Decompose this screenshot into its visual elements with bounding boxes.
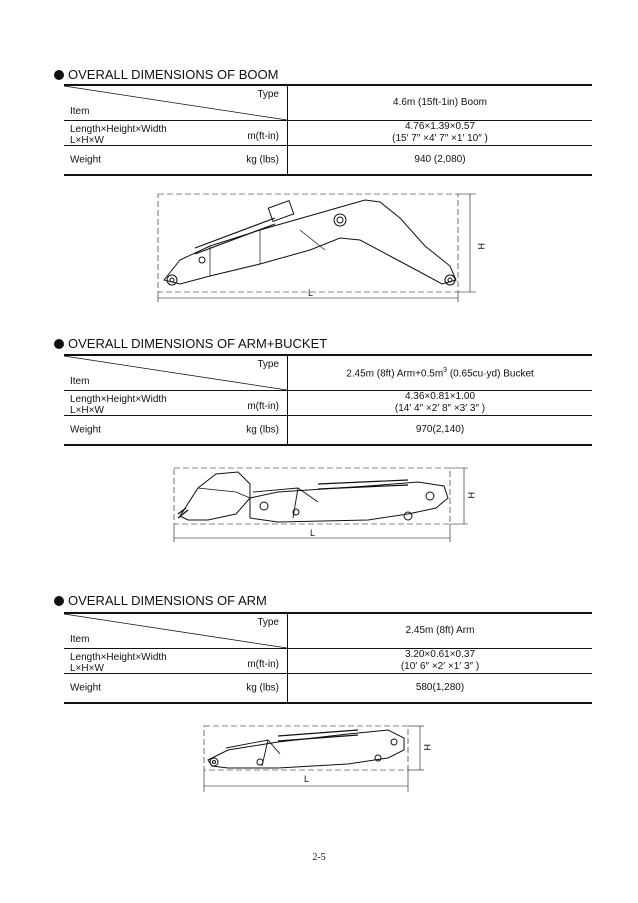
boom-foot-pin-center [170, 278, 174, 282]
weight-label-cell [64, 416, 288, 446]
dimension-label-short: L×H×W [70, 135, 104, 146]
header-cell [64, 85, 288, 121]
boom-bracket [268, 201, 293, 222]
dimension-value-imperial: (10′ 6″ ×2′ ×1′ 3″ ) [400, 661, 480, 672]
arm-foot-pin [375, 755, 381, 761]
dimension-label-long: Length×Height×Width [70, 652, 167, 663]
dimension-value-cell [288, 391, 593, 416]
dimension-value-cell [288, 121, 593, 146]
boom-title-text: OVERALL DIMENSIONS OF BOOM [68, 67, 279, 82]
weight-label: Weight [70, 424, 101, 436]
h-label: H [466, 492, 476, 499]
weight-unit: kg (lbs) [246, 682, 279, 694]
dimension-label-short: L×H×W [70, 405, 104, 416]
weight-value: 580(1,280) [415, 682, 465, 693]
type-label: Type [257, 359, 279, 370]
arm-end-pin [210, 758, 218, 766]
arm-linkage [226, 740, 280, 766]
boom-outline-box [158, 194, 458, 292]
type-value-rest: (0.65cu·yd) Bucket [447, 368, 534, 380]
dimension-label-cell [64, 121, 288, 146]
arm-spec-table [64, 612, 592, 704]
item-label: Item [70, 106, 90, 117]
arm-drawing [198, 720, 438, 796]
arm-outline-box [204, 726, 408, 770]
header-cell [64, 355, 288, 391]
bucket-pin [260, 502, 268, 510]
h-label: H [422, 744, 432, 751]
type-value: 2.45m (8ft) Arm [405, 625, 475, 636]
boom-cylinder [195, 218, 275, 254]
weight-label: Weight [70, 154, 101, 166]
bucket-inner-line [198, 488, 250, 498]
dimension-label-long: Length×Height×Width [70, 394, 167, 405]
l-label: L [308, 288, 314, 298]
boom-foot-pin [167, 275, 177, 285]
arm-section-title [54, 593, 267, 608]
h-label: H [476, 243, 486, 250]
dimension-value-imperial: (14′ 4″ ×2′ 8″ ×3′ 3″ ) [394, 403, 486, 414]
dimension-unit: m(ft-in) [247, 131, 279, 142]
boom-section-title [54, 67, 278, 82]
type-value: 4.6m (15ft-1in) Boom [393, 97, 487, 108]
type-label: Type [257, 617, 279, 628]
bucket-cylinder [318, 480, 408, 489]
l-label: L [310, 528, 316, 538]
arm-cylinder [278, 730, 358, 741]
weight-value: 970(2,140) [415, 424, 465, 435]
header-cell [64, 613, 288, 649]
dimension-value-cell [288, 649, 593, 674]
dimension-label-long: Length×Height×Width [70, 124, 167, 135]
arm-top-pin [391, 739, 397, 745]
arm-bucket-drawing [168, 462, 478, 546]
bullet-icon [54, 339, 64, 349]
arm-pin [426, 492, 434, 500]
bucket-body [180, 472, 250, 520]
diagonal-line [64, 86, 287, 120]
boom-panel-lines [210, 230, 325, 276]
boom-center-pin-center [337, 217, 343, 223]
type-label: Type [257, 89, 279, 100]
arm-end-pin-center [213, 761, 216, 764]
dimension-label-cell [64, 649, 288, 674]
bucket-teeth [178, 508, 188, 518]
boom-body [164, 200, 456, 284]
bullet-icon [54, 596, 64, 606]
bucket-linkage [253, 488, 318, 518]
link-pin [257, 759, 263, 765]
diagonal-line [64, 356, 287, 390]
type-value-main: 2.45m (8ft) Arm+0.5m [346, 368, 444, 380]
arm-foot-pin [404, 512, 412, 520]
boom-center-pin [334, 214, 346, 226]
weight-value: 940 (2,080) [414, 154, 466, 165]
arm-title-text: OVERALL DIMENSIONS OF ARM [68, 593, 267, 608]
bullet-icon [54, 70, 64, 80]
boom-spec-table [64, 84, 592, 176]
l-label: L [304, 774, 310, 784]
boom-small-pin [199, 257, 205, 263]
dimension-value-metric: 4.36×0.81×1.00 [404, 391, 476, 402]
arm-bucket-outline-box [174, 468, 450, 524]
arm-bucket-title-text: OVERALL DIMENSIONS OF ARM+BUCKET [68, 336, 328, 351]
type-value-superscript: 3 [443, 367, 448, 375]
arm-bucket-spec-table [64, 354, 592, 446]
arm-bucket-section-title [54, 336, 327, 351]
boom-tip-pin [445, 275, 455, 285]
weight-unit: kg (lbs) [246, 154, 279, 166]
page-number: 2-5 [312, 852, 326, 863]
dimension-label-short: L×H×W [70, 663, 104, 674]
diagonal-line [64, 614, 287, 648]
dimension-unit: m(ft-in) [247, 401, 279, 412]
dimension-value-metric: 3.20×0.61×0.37 [404, 649, 476, 660]
weight-label-cell [64, 674, 288, 704]
item-label: Item [70, 634, 90, 645]
weight-label-cell [64, 146, 288, 176]
arm-body [208, 730, 404, 768]
item-label: Item [70, 376, 90, 387]
dimension-label-cell [64, 391, 288, 416]
dimension-value-imperial: (15′ 7″ ×4′ 7″ ×1′ 10″ ) [392, 133, 488, 144]
dimension-unit: m(ft-in) [247, 659, 279, 670]
weight-unit: kg (lbs) [246, 424, 279, 436]
weight-label: Weight [70, 682, 101, 694]
type-value [288, 355, 593, 391]
boom-drawing [150, 188, 490, 306]
dimension-value-metric: 4.76×1.39×0.57 [404, 121, 476, 132]
